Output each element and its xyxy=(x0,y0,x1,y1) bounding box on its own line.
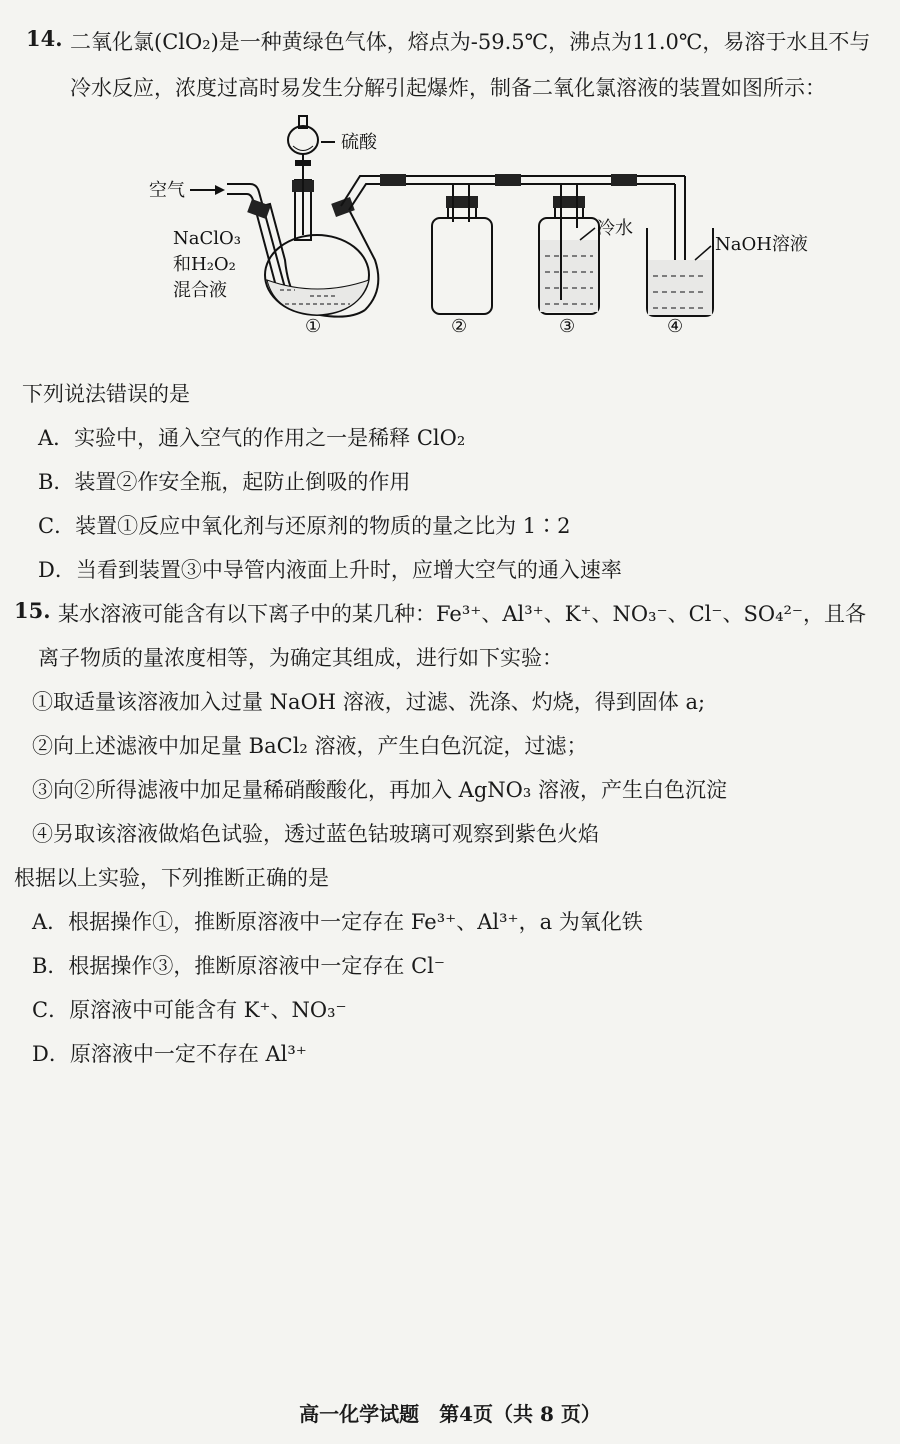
air-label: 空气 xyxy=(149,180,185,201)
q15-option-a: A．根据操作①，推断原溶液中一定存在 Fe³⁺、Al³⁺，a 为氧化铁 xyxy=(32,910,643,934)
q15-number: 15. xyxy=(14,598,51,623)
label-1: ① xyxy=(305,316,322,337)
q15-step-2: ②向上述滤液中加足量 BaCl₂ 溶液，产生白色沉淀，过滤； xyxy=(32,734,588,758)
q15-step-3: ③向②所得滤液中加足量稀硝酸酸化，再加入 AgNO₃ 溶液，产生白色沉淀 xyxy=(32,778,727,802)
q15-step-1: ①取适量该溶液加入过量 NaOH 溶液，过滤、洗涤、灼烧，得到固体 a; xyxy=(32,690,706,714)
naoh-label: NaOH溶液 xyxy=(715,234,808,255)
label-3: ③ xyxy=(559,316,576,337)
reactants-line2: 和H₂O₂ xyxy=(173,254,236,275)
label-2: ② xyxy=(451,316,468,337)
funnel xyxy=(288,126,318,154)
reactants-line3: 混合液 xyxy=(173,280,227,301)
q14-number: 14. xyxy=(26,26,63,51)
q14-option-c: C．装置①反应中氧化剂与还原剂的物质的量之比为 1∶2 xyxy=(38,514,571,538)
q14-stem-line1: 二氧化氯(ClO₂)是一种黄绿色气体，熔点为-59.5℃，沸点为11.0℃，易溶于水且不与 xyxy=(70,30,871,54)
q14-option-b: B．装置②作安全瓶，起防止倒吸的作用 xyxy=(38,470,411,494)
label-4: ④ xyxy=(667,316,684,337)
apparatus-diagram xyxy=(135,110,835,340)
q15-option-b: B．根据操作③，推断原溶液中一定存在 Cl⁻ xyxy=(32,954,445,978)
reactants-line1: NaClO₃ xyxy=(173,228,241,249)
q15-option-d: D．原溶液中一定不存在 Al³⁺ xyxy=(32,1042,307,1066)
q14-question: 下列说法错误的是 xyxy=(22,382,190,406)
q15-stem-line1: 某水溶液可能含有以下离子中的某几种：Fe³⁺、Al³⁺、K⁺、NO₃⁻、Cl⁻、SO₄²⁻，且各 xyxy=(58,602,866,626)
q15-option-c: C．原溶液中可能含有 K⁺、NO₃⁻ xyxy=(32,998,347,1022)
q15-step-4: ④另取该溶液做焰色试验，透过蓝色钴玻璃可观察到紫色火焰 xyxy=(32,822,599,846)
cold-water-label: 冷水 xyxy=(597,218,633,239)
sulfuric-acid-label: 硫酸 xyxy=(341,132,377,153)
q14-stem-line2: 冷水反应，浓度过高时易发生分解引起爆炸，制备二氧化氯溶液的装置如图所示： xyxy=(70,76,826,100)
q15-stem-line2: 离子物质的量浓度相等，为确定其组成，进行如下实验： xyxy=(38,646,563,670)
bottle-2 xyxy=(432,218,492,314)
q15-question: 根据以上实验，下列推断正确的是 xyxy=(14,866,329,890)
q14-option-d: D．当看到装置③中导管内液面上升时，应增大空气的通入速率 xyxy=(38,558,622,582)
q14-option-a: A．实验中，通入空气的作用之一是稀释 ClO₂ xyxy=(38,426,466,450)
page-footer: 高一化学试题 第4页（共 8 页） xyxy=(299,1402,601,1426)
